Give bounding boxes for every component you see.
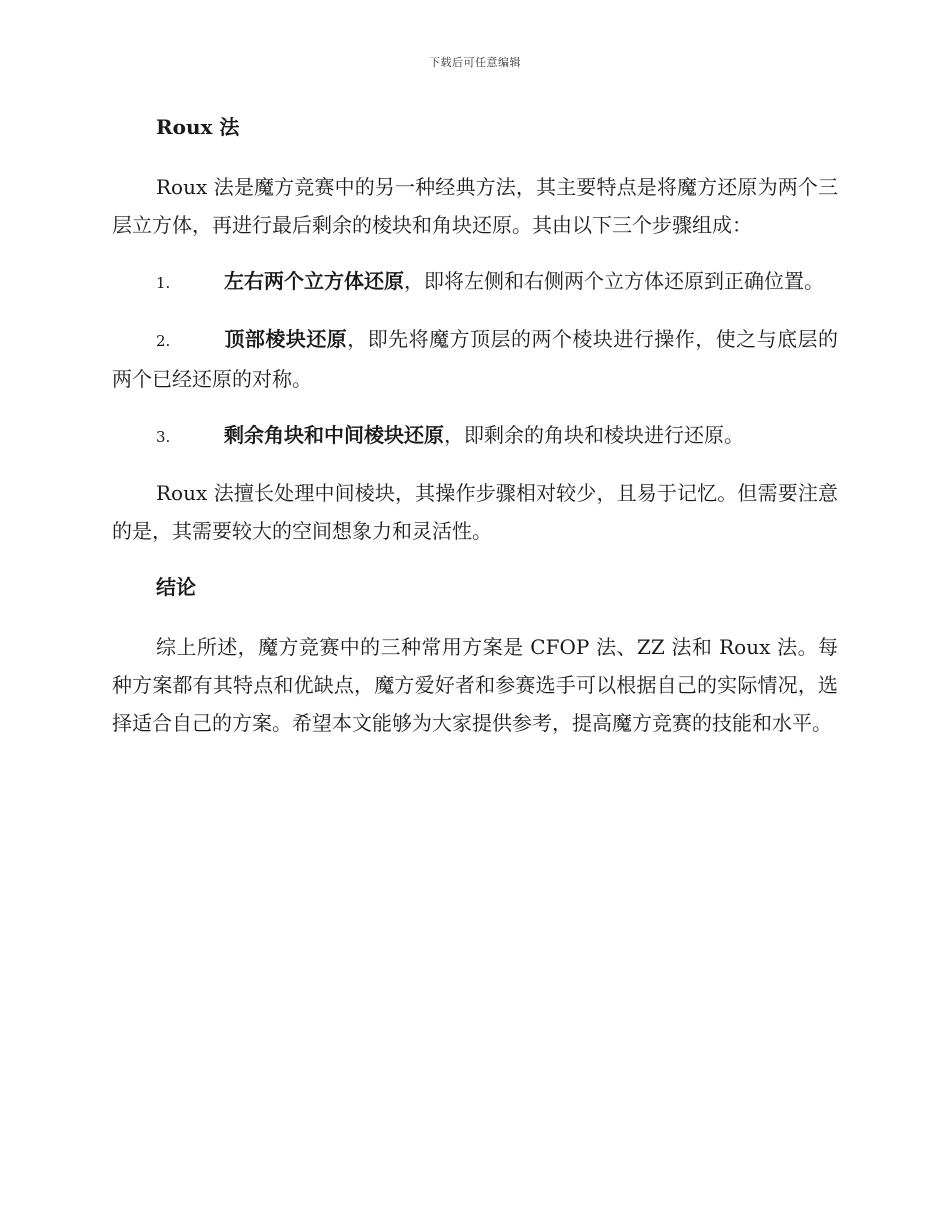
list-item-step-2 <box>112 320 838 398</box>
list-number: 3. <box>156 428 171 446</box>
step-title: 左右两个立方体还原 <box>224 269 404 293</box>
list-number: 2. <box>156 332 171 350</box>
section-heading-conclusion: 结论 <box>156 575 196 599</box>
section-heading-roux: Roux 法 <box>156 115 240 139</box>
step-description: ，即先将魔方顶层的两个棱块进行操作，使之与底层的两个已经还原的对称。 <box>112 327 839 391</box>
header-note: 下载后可任意编辑 <box>429 56 521 69</box>
list-item-step-3 <box>112 416 838 456</box>
conclusion-paragraph: 综上所述，魔方竞赛中的三种常用方案是 CFOP 法、ZZ 法和 Roux 法。每种方案都有其特点和优缺点，魔方爱好者和参赛选手可以根据自己的实际情况，选择适合自己的方案。希望本文能够为大家提供参考，提高魔方竞赛的技能和水平。 <box>112 635 838 735</box>
step-description: ，即剩余的角块和棱块进行还原。 <box>444 423 744 447</box>
step-description: ，即将左侧和右侧两个立方体还原到正确位置。 <box>404 269 824 293</box>
document-body <box>112 108 838 760</box>
step-title: 剩余角块和中间棱块还原 <box>224 423 444 447</box>
roux-summary-paragraph: Roux 法擅长处理中间棱块，其操作步骤相对较少，且易于记忆。但需要注意的是，其需要较大的空间想象力和灵活性。 <box>112 481 838 543</box>
step-title: 顶部棱块还原 <box>224 327 348 351</box>
roux-intro-paragraph: Roux 法是魔方竞赛中的另一种经典方法，其主要特点是将魔方还原为两个三层立方体，再进行最后剩余的棱块和角块还原。其由以下三个步骤组成： <box>112 175 838 237</box>
list-number: 1. <box>156 274 171 292</box>
list-item-step-1 <box>112 262 838 302</box>
